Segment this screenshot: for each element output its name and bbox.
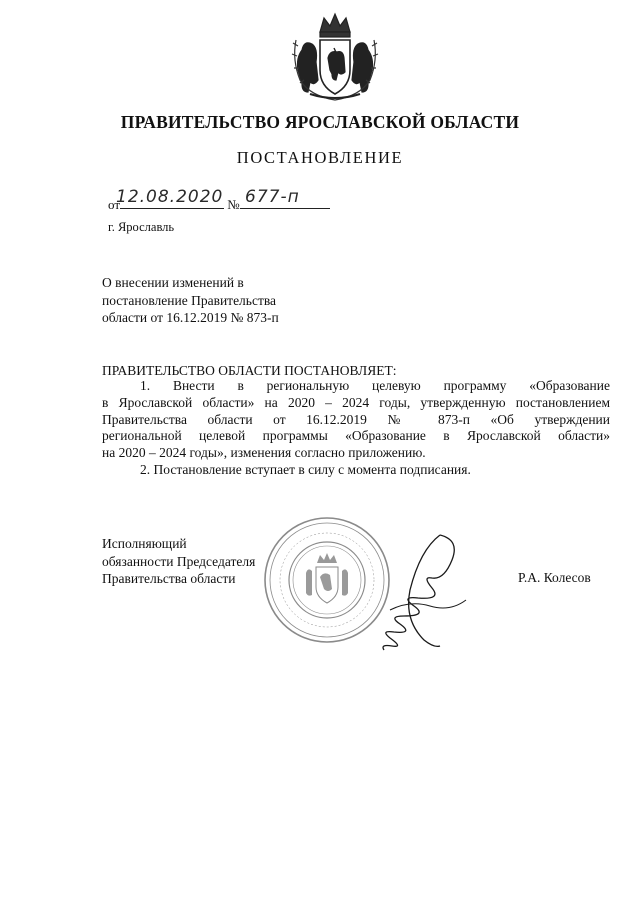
registration-line bbox=[108, 187, 330, 213]
coat-of-arms-icon bbox=[290, 10, 380, 102]
body-line: Правительства области от 16.12.2019 № 873-п «Об утверждении bbox=[102, 411, 610, 427]
organization-title: ПРАВИТЕЛЬСТВО ЯРОСЛАВСКОЙ ОБЛАСТИ bbox=[120, 112, 520, 132]
subject-block bbox=[102, 274, 279, 327]
decree-body bbox=[102, 378, 610, 479]
body-line: 2. Постановление вступает в силу с момента подписания. bbox=[140, 461, 471, 477]
signer-title-line: Правительства области bbox=[102, 571, 236, 586]
subject-line: постановление Правительства bbox=[102, 292, 277, 308]
document-type: ПОСТАНОВЛЕНИЕ bbox=[236, 148, 404, 167]
date-prefix: от bbox=[108, 197, 121, 212]
subject-line: области от 16.12.2019 № 873-п bbox=[102, 310, 279, 325]
date-value: 12.08.2020 bbox=[116, 187, 224, 207]
city: г. Ярославль bbox=[108, 220, 175, 234]
signer-name: Р.А. Колесов bbox=[518, 570, 591, 585]
subject-line: О внесении изменений в bbox=[102, 275, 244, 290]
body-line: в Ярославской области» на 2020 – 2024 годы, утвержденную постановлением bbox=[102, 394, 610, 410]
signer-title-line: Исполняющий bbox=[102, 536, 187, 551]
number-prefix: № bbox=[227, 197, 240, 212]
body-line: региональной целевой программы «Образование в Ярославской области» bbox=[102, 428, 610, 444]
body-line: 1. Внести в региональную целевую программу «Образование bbox=[140, 378, 610, 393]
handwritten-signature-icon bbox=[370, 530, 480, 655]
number-value: 677-п bbox=[245, 187, 300, 207]
signer-title bbox=[102, 535, 255, 588]
signer-title-line: обязанности Председателя bbox=[102, 553, 256, 569]
decree-heading: ПРАВИТЕЛЬСТВО ОБЛАСТИ ПОСТАНОВЛЯЕТ: bbox=[102, 363, 397, 378]
body-line: на 2020 – 2024 годы», изменения согласно приложению. bbox=[102, 445, 426, 461]
